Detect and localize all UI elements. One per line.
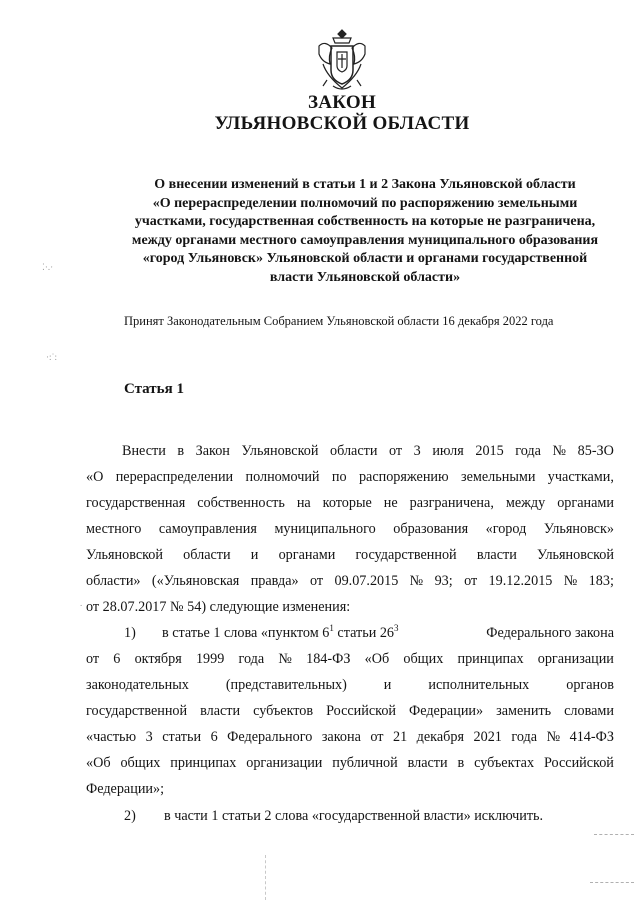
item1-line — [86, 729, 614, 746]
word: субъектах — [474, 755, 535, 771]
word: правда» — [250, 573, 299, 589]
word: Ульяновск» — [543, 521, 614, 537]
word: публичной — [332, 755, 398, 771]
word: (представительных) — [225, 677, 347, 693]
word: от — [464, 573, 478, 589]
word: Федерального — [227, 729, 313, 745]
word: 2021 — [473, 729, 502, 745]
subject-line: О внесении изменений в статьи 1 и 2 Закона Ульяновской области — [154, 177, 576, 192]
word: 19.12.2015 — [488, 573, 553, 589]
coat-of-arms-emblem — [313, 26, 371, 94]
word: «Об — [86, 755, 111, 771]
word: Российской — [543, 755, 614, 771]
word: 2015 — [475, 443, 504, 459]
para-line — [86, 469, 614, 486]
word: 6 — [210, 729, 218, 745]
item1-line — [86, 651, 614, 668]
word: которые — [322, 495, 372, 511]
word: («Ульяновская — [151, 573, 240, 589]
para-line — [86, 495, 614, 512]
law-title-line2: УЛЬЯНОВСКОЙ ОБЛАСТИ — [214, 113, 470, 134]
word: органами — [557, 495, 614, 511]
superscript: 1 — [329, 623, 334, 633]
word: и — [250, 547, 259, 563]
para-line — [122, 443, 614, 460]
word: власти — [200, 703, 241, 719]
word: 1999 — [195, 651, 225, 667]
subject-line: «город Ульяновск» Ульяновской области и органами государственной — [142, 251, 588, 266]
word: местного — [86, 521, 142, 537]
word: собственность — [197, 495, 285, 511]
word: 184-ФЗ — [306, 651, 351, 667]
word: закона — [321, 729, 361, 745]
word: № — [278, 651, 292, 667]
word: октября — [134, 651, 182, 667]
scan-line — [594, 834, 634, 835]
word: принципах — [457, 651, 524, 667]
word: Российской — [326, 703, 397, 719]
word: года — [238, 651, 265, 667]
word: общих — [120, 755, 161, 771]
item1-line: Федерации»; — [86, 781, 165, 797]
word: словами — [564, 703, 614, 719]
word: участками, — [547, 469, 614, 485]
word: образования — [393, 521, 469, 537]
subject-line: между органами местного самоуправления муниципального образования — [131, 232, 599, 248]
scan-speck: ⁚·.· — [42, 262, 54, 272]
word: законодательных — [86, 677, 189, 693]
scan-speck: . — [80, 598, 83, 608]
para-line — [86, 521, 614, 538]
word: заменить — [496, 703, 552, 719]
word: не — [383, 495, 398, 511]
item1-line — [86, 755, 614, 772]
subject-line: участками, государственная собственность на которые не разграничена, — [134, 214, 596, 229]
word: в — [177, 443, 185, 459]
word: 6 — [113, 651, 121, 667]
word: общих — [403, 651, 444, 667]
adoption-note: Принят Законодательным Собранием Ульяновской области 16 декабря 2022 года — [124, 314, 554, 328]
word: распоряжению — [358, 469, 449, 485]
word: от — [389, 443, 403, 459]
item1-first-line — [162, 625, 614, 642]
para-line — [86, 547, 614, 564]
word: № — [563, 573, 578, 589]
word: области — [183, 547, 231, 563]
word: от — [86, 651, 100, 667]
word: Закон — [195, 443, 230, 459]
word: исполнительных — [428, 677, 530, 693]
word: в — [457, 755, 465, 771]
word: 21 — [392, 729, 408, 745]
scan-line — [590, 882, 634, 883]
word: «частью — [86, 729, 137, 745]
item2-text: в части 1 статьи 2 слова «государственной власти» исключить. — [164, 808, 544, 824]
word: органами — [278, 547, 336, 563]
word: статьи — [162, 729, 202, 745]
word: органов — [566, 677, 614, 693]
word: № — [546, 729, 561, 745]
para-line: от 28.07.2017 № 54) следующие изменения: — [86, 599, 351, 615]
word: «О — [86, 469, 104, 485]
item1-text-a — [162, 625, 399, 642]
word: и — [383, 677, 392, 693]
word: Ульяновской — [86, 547, 163, 563]
law-title-line1: ЗАКОН — [307, 92, 377, 113]
word: № — [409, 573, 424, 589]
word: 85-ЗО — [577, 443, 614, 459]
word: 93; — [434, 573, 453, 589]
word: между — [505, 495, 546, 511]
word: власти — [407, 755, 448, 771]
superscript: 3 — [394, 623, 399, 633]
word: государственной — [86, 703, 188, 719]
word: перераспределении — [115, 469, 234, 485]
word: муниципального — [274, 521, 376, 537]
word: полномочий — [245, 469, 320, 485]
scan-speck: ·:˙: — [46, 352, 57, 362]
word: организации — [537, 651, 614, 667]
word: июля — [432, 443, 464, 459]
word: от — [370, 729, 384, 745]
word: на — [296, 495, 311, 511]
item1-line — [86, 703, 614, 720]
word: власти — [476, 547, 517, 563]
word: «город — [485, 521, 527, 537]
subject-line: «О перераспределении полномочий по распоряжению земельными — [152, 195, 578, 211]
word: самоуправления — [158, 521, 257, 537]
word: Ульяновской — [537, 547, 614, 563]
subject-line: власти Ульяновской области» — [269, 269, 461, 285]
word: по — [331, 469, 347, 485]
word: субъектов — [253, 703, 314, 719]
word: Федерации» — [409, 703, 484, 719]
word: 414-ФЗ — [569, 729, 614, 745]
law-subject-heading — [100, 176, 630, 287]
word: декабря — [416, 729, 465, 745]
word: принципах — [170, 755, 237, 771]
item1-number: 1) — [124, 625, 136, 641]
word: земельными — [461, 469, 536, 485]
item1-text-part: статьи 26 — [333, 625, 395, 641]
item2-number: 2) — [124, 808, 136, 824]
word: «Об — [364, 651, 390, 667]
word: № — [552, 443, 567, 459]
word: 3 — [145, 729, 153, 745]
item1-text-part: в статье 1 слова «пунктом 6 — [162, 625, 330, 641]
scan-line — [265, 855, 266, 900]
para-line — [86, 573, 614, 590]
word: 09.07.2015 — [334, 573, 399, 589]
word: 3 — [413, 443, 421, 459]
word: государственной — [355, 547, 457, 563]
word: года — [515, 443, 541, 459]
word: 183; — [588, 573, 614, 589]
word: государственная — [86, 495, 186, 511]
word: Ульяновской — [241, 443, 319, 459]
word: Внести — [122, 443, 166, 459]
word: области» — [86, 573, 141, 589]
word: организации — [246, 755, 323, 771]
item1-text-part: Федерального закона — [486, 625, 614, 641]
item1-line — [86, 677, 614, 694]
word: года — [511, 729, 538, 745]
word: области — [330, 443, 378, 459]
word: разграничена, — [409, 495, 494, 511]
word: от — [310, 573, 324, 589]
article-title: Статья 1 — [124, 381, 184, 397]
